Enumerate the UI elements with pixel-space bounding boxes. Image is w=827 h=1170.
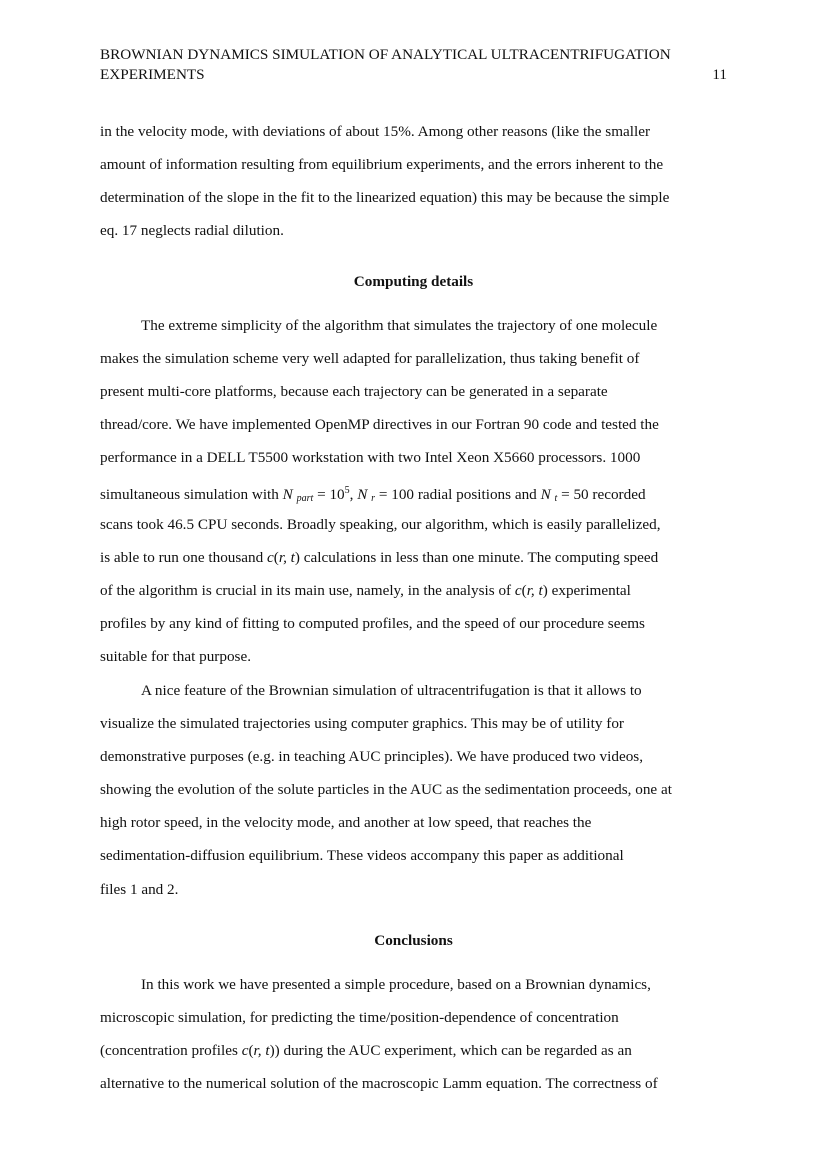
text-line: suitable for that purpose. [100, 647, 251, 665]
text-span: ( [521, 581, 527, 599]
text-span: ) experimental [542, 581, 631, 599]
text-line: performance in a DELL T5500 workstation with two Intel Xeon X5660 processors. 1000 [100, 449, 641, 467]
text-line: makes the simulation scheme very well adapted for parallelization, thus taking benefit of [100, 350, 640, 368]
header-title-line1: BROWNIAN DYNAMICS SIMULATION OF ANALYTICAL ULTRACENTRIFUGATION [100, 46, 671, 63]
text-line: showing the evolution of the solute particles in the AUC as the sedimentation proceeds, one at [100, 781, 672, 799]
text-line: In this work we have presented a simple procedure, based on a Brownian dynamics, [141, 976, 651, 993]
header-title-line2: EXPERIMENTS [100, 66, 205, 83]
text-line: demonstrative purposes (e.g. in teaching AUC principles). We have produced two videos, [100, 748, 644, 766]
text-line: scans took 46.5 CPU seconds. Broadly speaking, our algorithm, which is easily parallelized, [100, 515, 661, 533]
symbol-r-t: r, t [278, 548, 295, 566]
text-line: sedimentation-diffusion equilibrium. These videos accompany this paper as additional [100, 847, 624, 865]
text-span: ( [248, 1042, 254, 1060]
text-line: files 1 and 2. [100, 880, 179, 898]
text-line: profiles by any kind of fitting to computed profiles, and the speed of our procedure seems [100, 614, 645, 632]
text-line [100, 474, 727, 507]
text-line: amount of information resulting from equilibrium experiments, and the errors inherent to the [100, 156, 664, 174]
text-line: The extreme simplicity of the algorithm that simulates the trajectory of one molecule [141, 317, 658, 334]
text-span: simultaneous simulation with [100, 486, 283, 504]
text-span: = 100 radial positions and [375, 486, 541, 504]
symbol-N: N [282, 486, 293, 504]
text-span: , [349, 486, 358, 504]
subscript-part: part [296, 493, 314, 505]
text-line: alternative to the numerical solution of the macroscopic Lamm equation. The correctness of [100, 1075, 658, 1093]
text-span: ) calculations in less than one minute. The computing speed [294, 548, 659, 566]
text-line [100, 574, 727, 607]
page-number: 11 [712, 66, 727, 83]
symbol-c: c [267, 548, 274, 566]
text-line: high rotor speed, in the velocity mode, and another at low speed, that reaches the [100, 814, 592, 832]
computing-paragraph-2 [100, 674, 727, 906]
text-span: (concentration profiles [100, 1042, 242, 1060]
text-line [100, 1034, 727, 1067]
text-line: eq. 17 neglects radial dilution. [100, 222, 284, 240]
section-heading-computing: Computing details [353, 273, 474, 290]
text-line: present multi-core platforms, because each trajectory can be generated in a separate [100, 383, 608, 401]
intro-paragraph [100, 115, 727, 247]
text-span: is able to run one thousand [100, 548, 268, 566]
text-line: visualize the simulated trajectories using computer graphics. This may be of utility for [100, 715, 624, 733]
symbol-c: c [514, 581, 522, 599]
text-line: determination of the slope in the fit to the linearized equation) this may be because the simple [100, 189, 670, 207]
computing-paragraph-1 [100, 309, 727, 673]
text-span: = 50 recorded [557, 486, 646, 504]
text-line [100, 541, 727, 574]
symbol-N: N [540, 486, 551, 504]
symbol-r-t: r, t [526, 581, 543, 599]
text-span: = 10 [313, 486, 345, 504]
section-heading-conclusions: Conclusions [374, 932, 453, 949]
text-span: ( [273, 548, 279, 566]
conclusions-paragraph [100, 968, 727, 1100]
subscript-t: t [554, 493, 558, 505]
text-span: )) during the AUC experiment, which can be regarded as an [269, 1042, 632, 1060]
running-header [100, 45, 727, 85]
text-line: microscopic simulation, for predicting the time/position-dependence of concentration [100, 1009, 619, 1027]
symbol-c: c [241, 1042, 249, 1060]
text-span: of the algorithm is crucial in its main use, namely, in the analysis of [100, 581, 515, 599]
text-line: thread/core. We have implemented OpenMP directives in our Fortran 90 code and tested the [100, 416, 659, 434]
symbol-N: N [357, 486, 368, 504]
subscript-r: r [371, 493, 376, 505]
superscript-exponent: 5 [344, 485, 350, 497]
text-line: A nice feature of the Brownian simulation of ultracentrifugation is that it allows to [141, 682, 642, 699]
symbol-r-t: r, t [253, 1042, 270, 1060]
text-line: in the velocity mode, with deviations of about 15%. Among other reasons (like the smaller [100, 123, 651, 140]
